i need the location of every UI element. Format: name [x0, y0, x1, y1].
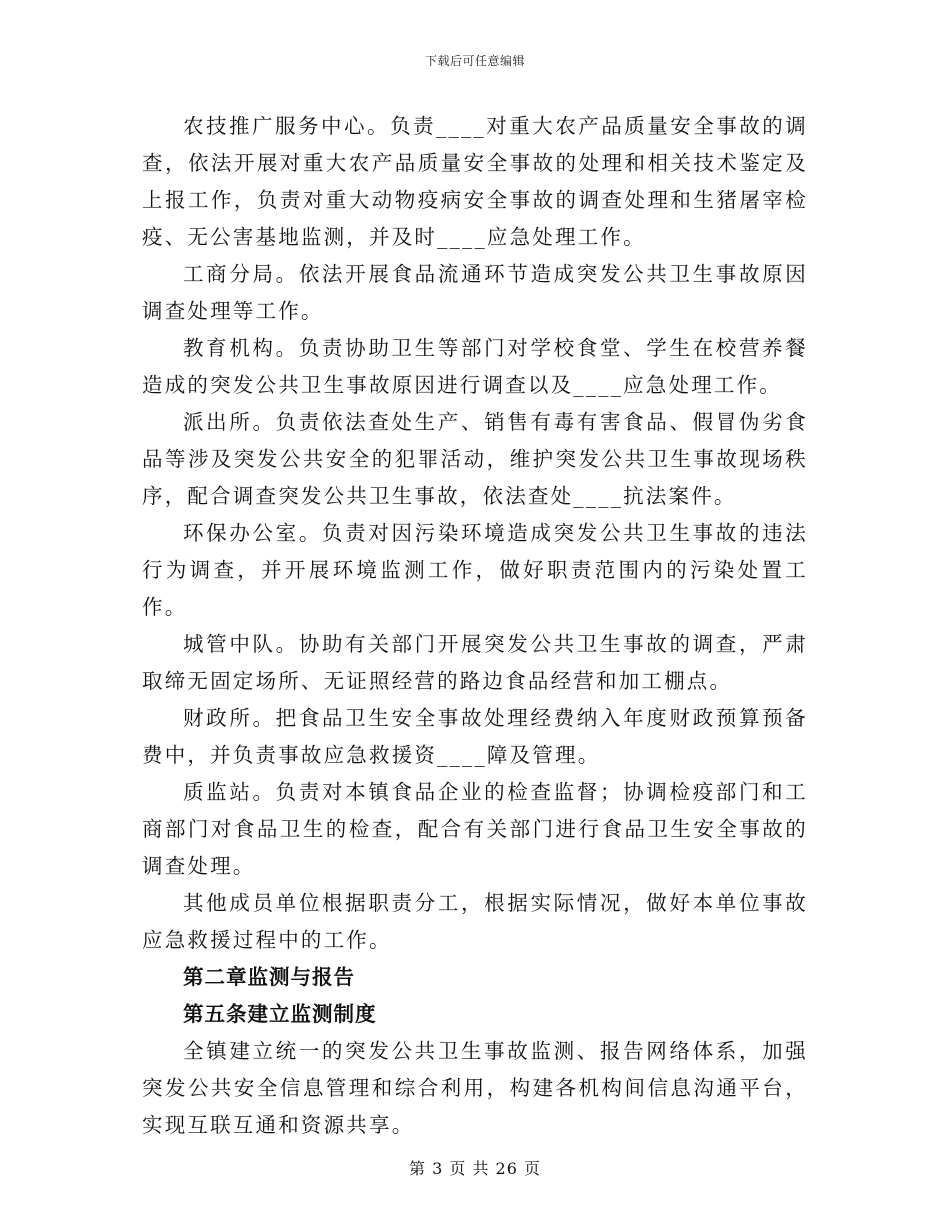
- paragraph-finance: 财政所。把食品卫生安全事故处理经费纳入年度财政预算预备费中，并负责事故应急救援资____障及管理。: [142, 706, 808, 767]
- paragraph-quality-supervision: 质监站。负责对本镇食品企业的检查监督；协调检疫部门和工商部门对食品卫生的检查，配合有关部门进行食品卫生安全事故的调查处理。: [142, 780, 808, 878]
- paragraph-environment-office: 环保办公室。负责对因污染环境造成突发公共卫生事故的违法行为调查，并开展环境监测工作，做好职责范围内的污染处置工作。: [142, 521, 808, 619]
- paragraph-industry-commerce: 工商分局。依法开展食品流通环节造成突发公共卫生事故原因调查处理等工作。: [142, 262, 808, 323]
- chapter-heading: 第二章监测与报告: [183, 965, 355, 989]
- paragraph-education: 教育机构。负责协助卫生等部门对学校食堂、学生在校营养餐造成的突发公共卫生事故原因进行调查以及____应急处理工作。: [142, 336, 808, 397]
- page-header: 下载后可任意编辑: [424, 54, 525, 68]
- document-body: [142, 108, 808, 1144]
- page-number: 第 3 页 共 26 页: [409, 1159, 541, 1178]
- paragraph-agri-tech-center: 农技推广服务中心。负责____对重大农产品质量安全事故的调查，依法开展对重大农产品质量安全事故的处理和相关技术鉴定及上报工作，负责对重大动物疫病安全事故的调查处理和生猪屠宰检疫、无公害基地监测，并及时____应急处理工作。: [142, 114, 808, 249]
- paragraph-other-units: 其他成员单位根据职责分工，根据实际情况，做好本单位事故应急救援过程中的工作。: [142, 891, 808, 952]
- paragraph-police-station: 派出所。负责依法查处生产、销售有毒有害食品、假冒伪劣食品等涉及突发公共安全的犯罪活动，维护突发公共卫生事故现场秩序，配合调查突发公共卫生事故，依法查处____抗法案件。: [142, 410, 808, 508]
- paragraph-monitoring-system: 全镇建立统一的突发公共卫生事故监测、报告网络体系，加强突发公共安全信息管理和综合利用，构建各机构间信息沟通平台，实现互联互通和资源共享。: [142, 1039, 808, 1137]
- article-heading: 第五条建立监测制度: [183, 1002, 377, 1026]
- paragraph-urban-management: 城管中队。协助有关部门开展突发公共卫生事故的调查，严肃取缔无固定场所、无证照经营的路边食品经营和加工棚点。: [142, 632, 808, 693]
